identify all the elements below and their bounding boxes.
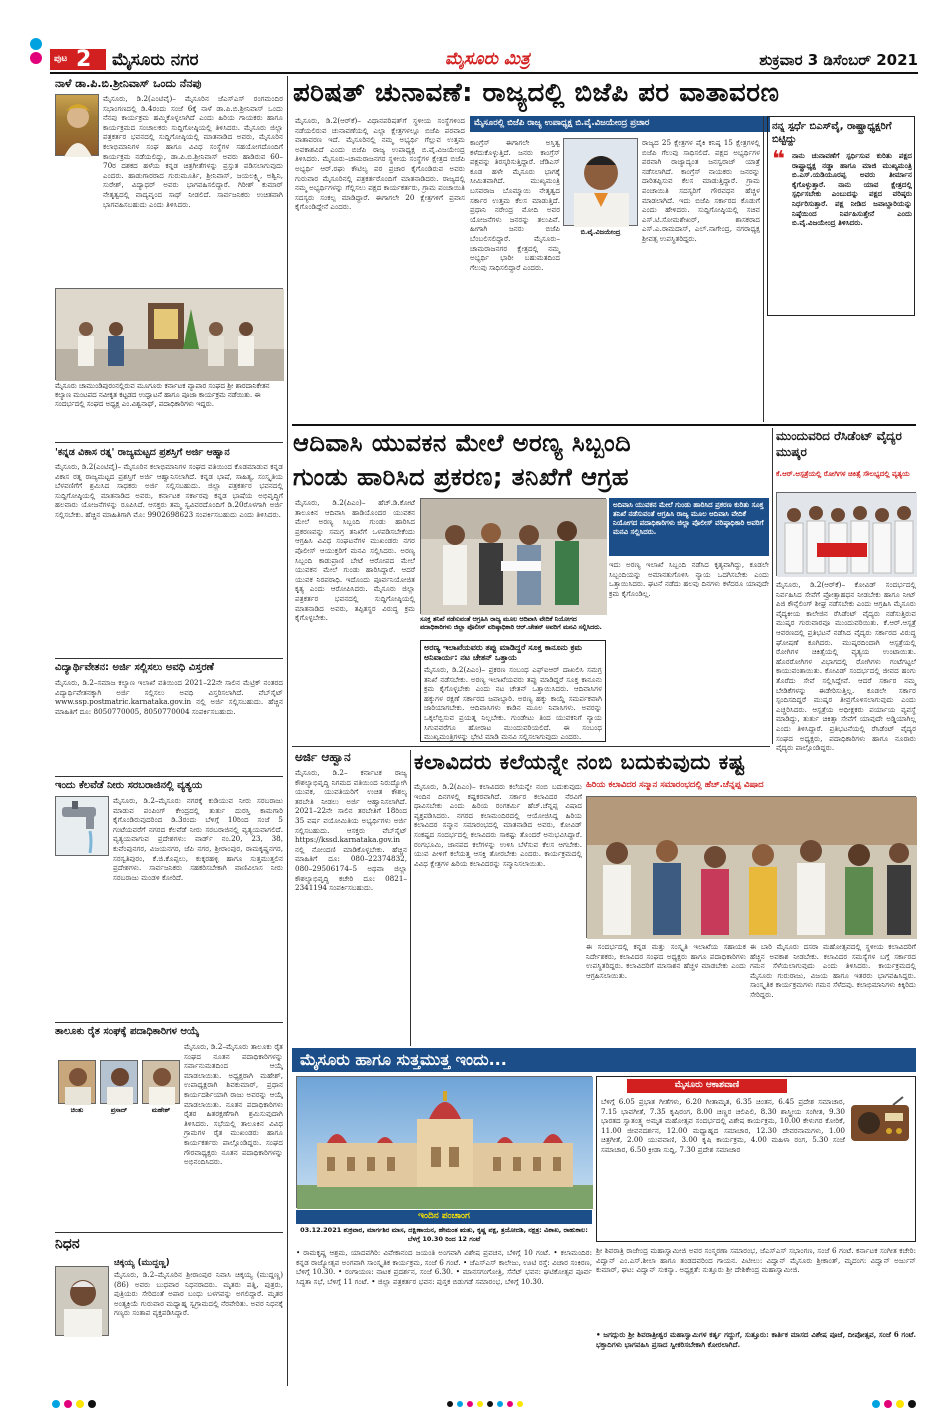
artists-body-b: ಈ ಸಂದರ್ಭದಲ್ಲಿ ಕನ್ನಡ ಮತ್ತು ಸಂಸ್ಕೃತಿ ಇಲಾಖೆಯ ಸಹಾಯಕ ನಿರ್ದೇಶಕರು, ಕಲಾವಿದರ ಸಂಘದ ಅಧ್ಯಕ್ಷರು ಹಾಗೂ ಪದಾಧಿಕಾರಿಗಳು ಉಪಸ್ಥಿತರಿದ್ದರು. ಕಲಾವಿದರಿಗೆ ಮಾಸಾಶನ ಹೆಚ್ಚಳ ಮಾಡಬೇಕು ಎಂದು ಆಗ್ರಹಿಸಲಾಯಿತು. <box>586 942 746 980</box>
obituary-body: ಮೈಸೂರು, ಡಿ.2–ಮೈಸೂರಿನ ಶ್ರೀರಾಂಪುರ ನಿವಾಸಿ ಚಿಕ್ಕಯ್ಯ (ಮುದ್ದಣ್ಣ) (86) ಅವರು ಬುಧವಾರ ನಿಧನರಾದರು. ಮೃತರು ಪತ್ನಿ, ಪುತ್ರರು, ಪುತ್ರಿಯರು ಸೇರಿದಂತೆ ಅಪಾರ ಬಂಧು ಬಳಗವನ್ನು ಅಗಲಿದ್ದಾರೆ. ಮೃತರ ಅಂತ್ಯಕ್ರಿಯೆ ಗುರುವಾರ ಮಧ್ಯಾಹ್ನ ಸ್ವಗ್ರಾಮದಲ್ಲಿ ನೆರವೇರಿತು. ಅವರ ನಿಧನಕ್ಕೆ ಗಣ್ಯರು ಸಂತಾಪ ವ್ಯಕ್ತಪಡಿಸಿದ್ದಾರೆ. <box>114 1270 283 1318</box>
color-bar <box>50 1394 918 1404</box>
issue-date: ಶುಕ್ರವಾರ 3 ಡಿಸೆಂಬರ್ 2021 <box>759 51 918 69</box>
adivasi-side-text: ಅದಿವಾಸಿ ಯುವಕನ ಮೇಲೆ ಗುಂಡು ಹಾರಿಸಿದ ಪ್ರಕರಣ ಕುರಿತು ಸೂಕ್ತ ತನಿಖೆ ನಡೆಸುವಂತೆ ಆಗ್ರಹಿಸಿ ರಾಜ್ಯ ಮೂಲ ಆದಿವಾಸಿ ವೇದಿಕೆ ನಿಯೋಗದ ಪದಾಧಿಕಾರಿಗಳು ಜಿಲ್ಲಾ ಪೊಲೀಸ್ ವರಿಷ್ಠಾಧಿಕಾರಿ ಅವರಿಗೆ ಮನವಿ ಸಲ್ಲಿಸಿದರು. <box>613 501 764 536</box>
artists-body-c: ಈ ಬಾರಿ ಮೈಸೂರು ದಸರಾ ಮಹೋತ್ಸವದಲ್ಲಿ ಸ್ಥಳೀಯ ಕಲಾವಿದರಿಗೆ ಹೆಚ್ಚಿನ ಅವಕಾಶ ನೀಡಬೇಕು. ಕಲಾವಿದರ ಸಮಸ್ಯೆಗಳ ಬಗ್ಗೆ ಸರ್ಕಾರದ ಗಮನ ಸೆಳೆಯಲಾಗುವುದು ಎಂದು ತಿಳಿಸಿದರು. ಕಾರ್ಯಕ್ರಮದಲ್ಲಿ ಮೈಸೂರು ಗುರುರಾಜು, ವಿಜಯ ಹಾಗೂ ಇತರರು ಭಾಗವಹಿಸಿದ್ದರು. ಸಾಂಸ್ಕೃತಿಕ ಕಾರ್ಯಕ್ರಮಗಳು ಗಮನ ಸೆಳೆದವು. ಕಲಾಭಿಮಾನಿಗಳು ಕಿಕ್ಕಿರಿದು ಸೇರಿದ್ದರು. <box>750 942 916 999</box>
scholar-title: ವಿದ್ಯಾರ್ಥಿವೇತನ: ಅರ್ಜಿ ಸಲ್ಲಿಸಲು ಅವಧಿ ವಿಸ್ತರಣೆ <box>55 662 214 673</box>
srinivas-title: ನಾಳೆ ಡಾ.ಪಿ.ಬಿ.ಶ್ರೀನಿವಾಸ್ ಒಂದು ನೆನಪು <box>55 77 202 90</box>
chamundi-event-photo <box>55 288 283 380</box>
adivasi-body-a: ಮೈಸೂರು, ಡಿ.2(ಪಿಎಂ)– ಹೆಚ್.ಡಿ.ಕೋಟೆ ತಾಲೂಕಿನ ಆದಿವಾಸಿ ಹಾಡಿಯೊಂದರ ಯುವಕನ ಮೇಲೆ ಅರಣ್ಯ ಸಿಬ್ಬಂದಿ ಗುಂಡು ಹಾರಿಸಿದ ಪ್ರಕರಣವನ್ನು ಸಮಗ್ರ ತನಿಖೆಗೆ ಒಳಪಡಿಸಬೇಕೆಂದು ಆಗ್ರಹಿಸಿ ವಿವಿಧ ಸಂಘಟನೆಗಳ ಮುಖಂಡರು ನಗರ ಪೊಲೀಸ್ ಆಯುಕ್ತರಿಗೆ ಮನವಿ ಸಲ್ಲಿಸಿದರು. ಅರಣ್ಯ ಸಿಬ್ಬಂದಿ ಕಾಡುಪ್ರಾಣಿ ಬೇಟೆ ಆರೋಪದ ಮೇಲೆ ಯುವಕನ ಮೇಲೆ ಗುಂಡು ಹಾರಿಸಿದ್ದಾರೆ. ಆದರೆ ಯುವಕ ನಿರಪರಾಧಿ. ಇದೊಂದು ಪೂರ್ವನಿಯೋಜಿತ ಕೃತ್ಯ ಎಂದು ಆರೋಪಿಸಿದರು. ಮೈಸೂರು ಜಿಲ್ಲಾ ಪತ್ರಕರ್ತರ ಭವನದಲ್ಲಿ ಸುದ್ದಿಗೋಷ್ಠಿಯಲ್ಲಿ ಮಾತನಾಡಿದ ಅವರು, ತಪ್ಪಿತಸ್ಥರ ವಿರುದ್ಧ ಕ್ರಮ ಕೈಗೊಳ್ಳಬೇಕು. <box>295 498 415 623</box>
adivasi-photo <box>420 498 606 614</box>
radio-title: ಮೈಸೂರು ಆಕಾಶವಾಣಿ <box>674 1080 740 1090</box>
vijayendra-photo <box>563 138 638 226</box>
page-number-box <box>50 49 106 70</box>
water-tap-photo <box>55 796 109 856</box>
taluk-body: ಮೈಸೂರು, ಡಿ.2–ಮೈಸೂರು ತಾಲೂಕು ರೈತ ಸಂಘದ ನೂತನ ಪದಾಧಿಕಾರಿಗಳನ್ನು ಸರ್ವಾನುಮತದಿಂದ ಆಯ್ಕೆ ಮಾಡಲಾಯಿತು. ಅಧ್ಯಕ್ಷರಾಗಿ ಮಹೇಶ್, ಉಪಾಧ್ಯಕ್ಷರಾಗಿ ಶಿವಕುಮಾರ್, ಪ್ರಧಾನ ಕಾರ್ಯದರ್ಶಿಯಾಗಿ ರಾಜು ಅವರನ್ನು ಆಯ್ಕೆ ಮಾಡಲಾಯಿತು. ನೂತನ ಪದಾಧಿಕಾರಿಗಳು ರೈತರ ಹಿತರಕ್ಷಣೆಗಾಗಿ ಶ್ರಮಿಸುವುದಾಗಿ ತಿಳಿಸಿದರು. ಸಭೆಯಲ್ಲಿ ತಾಲೂಕಿನ ವಿವಿಧ ಗ್ರಾಮಗಳ ರೈತ ಮುಖಂಡರು ಹಾಗೂ ಕಾರ್ಯಕರ್ತರು ಪಾಲ್ಗೊಂಡಿದ್ದರು. ಸಂಘದ ಗೌರವಾಧ್ಯಕ್ಷರು ನೂತನ ಪದಾಧಿಕಾರಿಗಳನ್ನು ಅಭಿನಂದಿಸಿದರು. <box>184 1042 283 1167</box>
side-title: ನನ್ನ ಸ್ಪರ್ಧೆ ಬಿಎಸ್‌ವೈ, ರಾಷ್ಟ್ರಾಧ್ಯಕ್ಷರಿಗೆ ಬಿಟ್ಟಿದ್ದು <box>772 121 892 145</box>
quote-icon: ❝ <box>772 147 785 172</box>
taluk-photo-3 <box>142 1060 180 1104</box>
scholar-body: ಮೈಸೂರು, ಡಿ.2–ಸಮಾಜ ಕಲ್ಯಾಣ ಇಲಾಖೆ ವತಿಯಿಂದ 2021–22ನೇ ಸಾಲಿನ ಮೆಟ್ರಿಕ್ ನಂತರದ ವಿದ್ಯಾರ್ಥಿವೇತನಕ್ಕಾಗಿ ಅರ್ಜಿ ಸಲ್ಲಿಸಲು ಅವಧಿ ವಿಸ್ತರಿಸಲಾಗಿದೆ. ವೆಬ್‌ಸೈಟ್ www.ssp.postmatric.karnataka.gov.in ನಲ್ಲಿ ಅರ್ಜಿ ಸಲ್ಲಿಸಬಹುದು. ಹೆಚ್ಚಿನ ಮಾಹಿತಿಗೆ ದೂ: 8050770005, 8050770004 ಸಂಪರ್ಕಿಸಬಹುದು. <box>55 678 283 716</box>
adivasi-body-c: ಇದು ಅರಣ್ಯ ಇಲಾಖೆ ಸಿಬ್ಬಂದಿ ನಡೆಸಿದ ಕೃತ್ಯವಾಗಿದ್ದು, ಕೂಡಲೇ ಸಿಬ್ಬಂದಿಯನ್ನು ಅಮಾನತುಗೊಳಿಸಿ ನ್ಯಾಯ ಒದಗಿಸಬೇಕು ಎಂದು ಒತ್ತಾಯಿಸಿದರು. ಘಟನೆ ನಡೆದು ಹಲವು ದಿನಗಳು ಕಳೆದರೂ ಯಾವುದೇ ಕ್ರಮ ಕೈಗೊಂಡಿಲ್ಲ. <box>609 560 769 598</box>
panchanga-title: ಇಂದಿನ ಪಂಚಾಂಗ <box>418 1211 470 1221</box>
award-title: 'ಕನ್ನಡ ವಿಕಾಸ ರತ್ನ' ರಾಜ್ಯಮಟ್ಟದ ಪ್ರಶಸ್ತಿಗೆ ಅರ್ಜಿ ಆಹ್ವಾನ <box>55 447 230 458</box>
left-rule-4 <box>55 1022 283 1023</box>
radio-box <box>596 1076 916 1242</box>
panchanga-bar <box>296 1210 592 1224</box>
artists-kicker: ಹಿರಿಯ ಕಲಾವಿದರ ಸನ್ಮಾನ ಸಮಾರಂಭದಲ್ಲಿ ಹೆಚ್.ಚೆನ್ನಪ್ಪ ವಿಷಾದ <box>586 780 764 790</box>
today-bottom-right-text: • ಜಗದ್ಗುರು ಶ್ರೀ ಶಿವರಾತ್ರೀಶ್ವರ ಮಹಾಸ್ವಾಮಿಗಳ ಕರ್ತೃ ಗದ್ದುಗೆ, ಸುತ್ತೂರು: ಕಾರ್ತಿಕ ಮಾಸದ ವಿಶೇಷ ಪೂಜೆ, ದೀಪೋತ್ಸವ, ಸಂಜೆ 6 ಗಂಟೆ. ಭಕ್ತಾದಿಗಳು ಭಾಗವಹಿಸಿ ಪ್ರಸಾದ ಸ್ವೀಕರಿಸಬೇಕಾಗಿ ಕೋರಲಾಗಿದೆ. <box>596 1330 916 1349</box>
resident-title: ಮುಂದುವರಿದ ರೆಸಿಡೆಂಟ್ ವೈದ್ಯರ ಮುಷ್ಕರ <box>776 429 902 459</box>
panchanga-text: 03.12.2021 ಶುಕ್ರವಾರ, ಮಾರ್ಗಶಿರ ಮಾಸ, ದಕ್ಷಿಣಾಯನ, ಹೇಮಂತ ಋತು, ಕೃಷ್ಣ ಪಕ್ಷ, ತ್ರಯೋದಶಿ, ನಕ್ಷತ್ರ: ವಿಶಾಖ, ರಾಹುಕಾಲ: ಬೆಳಗ್ಗೆ 10.30 ರಿಂದ 12 ಗಂಟೆ <box>300 1226 588 1243</box>
lead-side-divider <box>763 116 764 422</box>
radio-title-bar <box>627 1079 787 1093</box>
lead-headline: ಪರಿಷತ್ ಚುನಾವಣೆ: ರಾಜ್ಯದಲ್ಲಿ ಬಿಜೆಪಿ ಪರ ವಾತಾವರಣ <box>293 78 780 108</box>
arji-divider <box>410 750 411 1046</box>
taluk-name-1: ಚಿಂತು <box>70 1106 84 1114</box>
water-title: ಇಂದು ಕೆಲವೆಡೆ ನೀರು ಸರಬರಾಜಿನಲ್ಲಿ ವ್ಯತ್ಯಯ <box>55 780 203 791</box>
artists-body-a: ಮೈಸೂರು, ಡಿ.2(ಪಿಎಂ)– ಕಲಾವಿದರು ಕಲೆಯನ್ನೇ ನಂಬಿ ಬದುಕುವುದು ಇಂದಿನ ದಿನಗಳಲ್ಲಿ ಕಷ್ಟಕರವಾಗಿದೆ. ಸರ್ಕಾರ ಕಲಾವಿದರ ನೆರವಿಗೆ ಧಾವಿಸಬೇಕು ಎಂದು ಹಿರಿಯ ರಂಗಕರ್ಮಿ ಹೆಚ್.ಚೆನ್ನಪ್ಪ ವಿಷಾದ ವ್ಯಕ್ತಪಡಿಸಿದರು. ನಗರದ ಕಲಾಮಂದಿರದಲ್ಲಿ ಆಯೋಜಿಸಿದ್ದ ಹಿರಿಯ ಕಲಾವಿದರ ಸನ್ಮಾನ ಸಮಾರಂಭದಲ್ಲಿ ಮಾತನಾಡಿದ ಅವರು, ಕೋವಿಡ್ ಸಂಕಷ್ಟದ ಸಂದರ್ಭದಲ್ಲಿ ಕಲಾವಿದರು ಸಾಕಷ್ಟು ತೊಂದರೆ ಅನುಭವಿಸಿದ್ದಾರೆ. ರಂಗಭೂಮಿ, ಜಾನಪದ ಕಲೆಗಳನ್ನು ಉಳಿಸಿ ಬೆಳೆಸುವ ಕೆಲಸ ಆಗಬೇಕು. ಯುವ ಪೀಳಿಗೆ ಕಲೆಯತ್ತ ಆಸಕ್ತಿ ತೋರಬೇಕು ಎಂದರು. ಕಾರ್ಯಕ್ರಮದಲ್ಲಿ ವಿವಿಧ ಕ್ಷೇತ್ರಗಳ ಹಿರಿಯ ಕಲಾವಿದರನ್ನು ಸನ್ಮಾನಿಸಲಾಯಿತು. <box>414 782 582 868</box>
lead-body-b: ಕಾಂಗ್ರೆಸ್ ಈಗಾಗಲೇ ಅಸ್ತಿತ್ವ ಕಳೆದುಕೊಳ್ಳುತ್ತಿದೆ. ಜನರು ಕಾಂಗ್ರೆಸ್ ಪಕ್ಷವನ್ನು ತಿರಸ್ಕರಿಸುತ್ತಿದ್ದಾರೆ. ಜೆಡಿಎಸ್ ಕೂಡ ಹಳೇ ಮೈಸೂರು ಭಾಗಕ್ಕೆ ಸೀಮಿತವಾಗಿದೆ. ಮುಖ್ಯಮಂತ್ರಿ ಬಸವರಾಜ ಬೊಮ್ಮಾಯಿ ನೇತೃತ್ವದ ಸರ್ಕಾರ ಉತ್ತಮ ಕೆಲಸ ಮಾಡುತ್ತಿದೆ. ಪ್ರಧಾನಿ ನರೇಂದ್ರ ಮೋದಿ ಅವರ ಯೋಜನೆಗಳು ಜನರನ್ನು ತಲುಪಿವೆ. ಹೀಗಾಗಿ ಜನರು ಬಿಜೆಪಿ ಬೆಂಬಲಿಸಲಿದ್ದಾರೆ. ಮೈಸೂರು–ಚಾಮರಾಜನಗರ ಕ್ಷೇತ್ರದಲ್ಲಿ ನಮ್ಮ ಅಭ್ಯರ್ಥಿ ಭಾರೀ ಬಹುಮತದಿಂದ ಗೆಲುವು ಸಾಧಿಸಲಿದ್ದಾರೆ ಎಂದರು. <box>470 138 560 272</box>
adivasi-side-box <box>609 498 769 556</box>
taluk-name-3: ಮಹೇಶ್ <box>151 1106 171 1114</box>
srinivas-body-cont <box>55 162 283 282</box>
taluk-photo-2 <box>100 1060 138 1104</box>
masthead <box>50 49 918 71</box>
masthead-rule <box>50 72 918 74</box>
award-body: ಮೈಸೂರು, ಡಿ.2(ಎಂಟಿವೈ)– ಮೈಸೂರಿನ ಕಲಾಭಿಮಾನಿಗಳ ಸಂಘದ ವತಿಯಿಂದ ಕೊಡಮಾಡುವ ಕನ್ನಡ ವಿಕಾಸ ರತ್ನ ರಾಜ್ಯಮಟ್ಟದ ಪ್ರಶಸ್ತಿಗೆ ಅರ್ಜಿ ಆಹ್ವಾನಿಸಲಾಗಿದೆ. ಕನ್ನಡ ಭಾಷೆ, ಸಾಹಿತ್ಯ, ಸಂಸ್ಕೃತಿಯ ಬೆಳವಣಿಗೆಗೆ ಶ್ರಮಿಸಿದ ಸಾಧಕರು ಅರ್ಜಿ ಸಲ್ಲಿಸಬಹುದು. ಜಿಲ್ಲಾ ಪತ್ರಕರ್ತರ ಭವನದಲ್ಲಿ ಸುದ್ದಿಗೋಷ್ಠಿಯಲ್ಲಿ ಮಾತನಾಡಿದ ಅವರು, ಕರ್ನಾಟಕ ಸರ್ಕಾರವು ಕನ್ನಡ ಭಾಷೆಯ ಅಭಿವೃದ್ಧಿಗೆ ಹಲವಾರು ಯೋಜನೆಗಳನ್ನು ರೂಪಿಸಿದೆ. ಆಸಕ್ತರು ತಮ್ಮ ಸ್ವವಿವರದೊಂದಿಗೆ ಡಿ.20ರೊಳಗಾಗಿ ಅರ್ಜಿ ಸಲ್ಲಿಸಬೇಕು. ಹೆಚ್ಚಿನ ಮಾಹಿತಿಗಾಗಿ ಮೊ: 9902698623 ಸಂಪರ್ಕಿಸಬಹುದು ಎಂದು ತಿಳಿಸಿದರು. <box>55 462 283 519</box>
left-rule-2 <box>55 658 283 659</box>
vijayendra-caption: ಬಿ.ವೈ.ವಿಜಯೇಂದ್ರ <box>580 228 621 236</box>
water-body: ಮೈಸೂರು, ಡಿ.2–ಮೈಸೂರು ನಗರಕ್ಕೆ ಕುಡಿಯುವ ನೀರು ಸರಬರಾಜು ಮಾಡುವ ಪಂಪಿಂಗ್ ಕೇಂದ್ರದಲ್ಲಿ ತುರ್ತು ದುರಸ್ತಿ ಕಾಮಗಾರಿ ಕೈಗೊಂಡಿರುವುದರಿಂದ ಡಿ.3ರಂದು ಬೆಳಿಗ್ಗೆ 10ರಿಂದ ಸಂಜೆ 5 ಗಂಟೆಯವರೆಗೆ ನಗರದ ಕೆಲವೆಡೆ ನೀರು ಸರಬರಾಜಿನಲ್ಲಿ ವ್ಯತ್ಯಯವಾಗಲಿದೆ. ವ್ಯತ್ಯಯವಾಗುವ ಪ್ರದೇಶಗಳು: ವಾರ್ಡ್ ನಂ.20, 23, 38, ಕುವೆಂಪುನಗರ, ವಿಜಯನಗರ, ಜೆಪಿ ನಗರ, ಶ್ರೀರಾಂಪುರ, ರಾಮಕೃಷ್ಣನಗರ, ಸರಸ್ವತಿಪುರಂ, ಕೆ.ಜಿ.ಕೊಪ್ಪಲು, ಕುಕ್ಕರಹಳ್ಳಿ ಹಾಗೂ ಸುತ್ತಮುತ್ತಲಿನ ಪ್ರದೇಶಗಳು. ಸಾರ್ವಜನಿಕರು ಸಹಕರಿಸಬೇಕಾಗಿ ವಾಣಿವಿಲಾಸ ನೀರು ಸರಬರಾಜು ಮಂಡಳಿ ಕೋರಿದೆ. <box>113 796 283 882</box>
obituary-title: ನಿಧನ <box>55 1236 80 1252</box>
mysore-palace-photo <box>296 1076 592 1208</box>
lead-body-a: ಮೈಸೂರು, ಡಿ.2(ಆರ್‌ಕೆ)– ವಿಧಾನಪರಿಷತ್‌ಗೆ ಸ್ಥಳೀಯ ಸಂಸ್ಥೆಗಳಿಂದ ನಡೆಯಲಿರುವ ಚುನಾವಣೆಯಲ್ಲಿ ಎಲ್ಲಾ ಕ್ಷೇತ್ರಗಳಲ್ಲೂ ಬಿಜೆಪಿ ಪರವಾದ ವಾತಾವರಣ ಇದೆ. ಮೈಸೂರಿನಲ್ಲಿ ನಮ್ಮ ಅಭ್ಯರ್ಥಿ ಗೆಲ್ಲುವ ಉತ್ತಮ ಅವಕಾಶವಿದೆ ಎಂದು ಬಿಜೆಪಿ ರಾಜ್ಯ ಉಪಾಧ್ಯಕ್ಷ ಬಿ.ವೈ.ವಿಜಯೇಂದ್ರ ತಿಳಿಸಿದರು. ಮೈಸೂರು–ಚಾಮರಾಜನಗರ ಸ್ಥಳೀಯ ಸಂಸ್ಥೆಗಳ ಕ್ಷೇತ್ರದ ಬಿಜೆಪಿ ಅಭ್ಯರ್ಥಿ ಆರ್.ರಘು ಕೌಟಿಲ್ಯ ಪರ ಪ್ರಚಾರ ಕೈಗೊಂಡಿರುವ ಅವರು ಗುರುವಾರ ಮೈಸೂರಿನಲ್ಲಿ ಪತ್ರಕರ್ತರೊಂದಿಗೆ ಮಾತನಾಡಿದರು. ರಾಜ್ಯದಲ್ಲಿ ನಮ್ಮ ಅಭ್ಯರ್ಥಿಗಳನ್ನು ಗೆಲ್ಲಿಸಲು ಪಕ್ಷದ ಕಾರ್ಯಕರ್ತರು, ಗ್ರಾಮ ಪಂಚಾಯಿತಿ ಸದಸ್ಯರು ಸಂಕಲ್ಪ ಮಾಡಿದ್ದಾರೆ. ಈಗಾಗಲೇ 20 ಕ್ಷೇತ್ರಗಳಿಗೆ ಪ್ರವಾಸ ಕೈಗೊಂಡಿದ್ದೇನೆ ಎಂದರು. <box>295 116 465 212</box>
lead-rule <box>292 424 916 426</box>
arji-body: ಮೈಸೂರು, ಡಿ.2– ಕರ್ನಾಟಕ ರಾಜ್ಯ ಕೌಶಲ್ಯಾಭಿವೃದ್ಧಿ ನಿಗಮದ ವತಿಯಿಂದ ನಿರುದ್ಯೋಗಿ ಯುವಕ, ಯುವತಿಯರಿಗೆ ಉಚಿತ ಕೌಶಲ್ಯ ತರಬೇತಿ ನೀಡಲು ಅರ್ಜಿ ಆಹ್ವಾನಿಸಲಾಗಿದೆ. 2021–22ನೇ ಸಾಲಿನ ತರಬೇತಿಗೆ 18ರಿಂದ 35 ವರ್ಷ ವಯೋಮಿತಿಯ ಅಭ್ಯರ್ಥಿಗಳು ಅರ್ಜಿ ಸಲ್ಲಿಸಬಹುದು. ಆಸಕ್ತರು ವೆಬ್‌ಸೈಟ್ https://kssd.karnataka.gov.in ನಲ್ಲಿ ನೋಂದಣಿ ಮಾಡಿಕೊಳ್ಳಬೇಕು. ಹೆಚ್ಚಿನ ಮಾಹಿತಿಗೆ ದೂ: 080–22374832, 080–29506174–5 ಅಥವಾ ಜಿಲ್ಲಾ ಕೌಶಲ್ಯಾಭಿವೃದ್ಧಿ ಕಚೇರಿ ದೂ: 0821–2341194 ಸಂಪರ್ಕಿಸಬಹುದು. <box>295 768 407 893</box>
chetan-sub-body: ಮೈಸೂರು, ಡಿ.2(ಪಿಎಂ)– ಪ್ರಕರಣ ಸಂಬಂಧ ಎಫ್‌ಐಆರ್ ದಾಖಲಿಸಿ ಸಮಗ್ರ ತನಿಖೆ ನಡೆಸಬೇಕು. ಅರಣ್ಯ ಇಲಾಖೆಯವರು ತಪ್ಪು ಮಾಡಿದ್ದರೆ ಸೂಕ್ತ ಕಾನೂನು ಕ್ರಮ ಕೈಗೊಳ್ಳಬೇಕು ಎಂದು ನಟ ಚೇತನ್ ಒತ್ತಾಯಿಸಿದರು. ಆದಿವಾಸಿಗಳ ಹಕ್ಕುಗಳ ರಕ್ಷಣೆ ಸರ್ಕಾರದ ಜವಾಬ್ದಾರಿ. ಅರಣ್ಯ ಹಕ್ಕು ಕಾಯ್ದೆ ಸಮರ್ಪಕವಾಗಿ ಜಾರಿಯಾಗಬೇಕು. ಆದಿವಾಸಿಗಳು ಕಾಡಿನ ಮೂಲ ನಿವಾಸಿಗಳು. ಅವರನ್ನು ಒಕ್ಕಲೆಬ್ಬಿಸುವ ಪ್ರಯತ್ನ ನಿಲ್ಲಬೇಕು. ಗುಂಡೇಟು ತಿಂದ ಯುವಕನಿಗೆ ನ್ಯಾಯ ಸಿಗುವವರೆಗೂ ಹೋರಾಟ ಮುಂದುವರಿಯಲಿದೆ. ಈ ಸಂಬಂಧ ಮುಖ್ಯಮಂತ್ರಿಗಳನ್ನು ಭೇಟಿ ಮಾಡಿ ಮನವಿ ಸಲ್ಲಿಸಲಾಗುವುದು ಎಂದರು. <box>424 665 602 742</box>
obituary-name: ಚಿಕ್ಕಯ್ಯ (ಮುದ್ದಣ್ಣ) <box>114 1258 170 1268</box>
page-number: 2 <box>76 47 92 72</box>
srinivas-body: ಮೈಸೂರು, ಡಿ.2(ಎಂಟಿವೈ)– ಮೈಸೂರಿನ ಜೆಎಸ್‌ಎಸ್ ರಂಗಮಂದಿರ ಸಭಾಂಗಣದಲ್ಲಿ ಡಿ.4ರಂದು ಸಂಜೆ 6ಕ್ಕೆ ನಾಳೆ ಡಾ.ಪಿ.ಬಿ.ಶ್ರೀನಿವಾಸ್ ಒಂದು ನೆನಪು ಕಾರ್ಯಕ್ರಮ ಹಮ್ಮಿಕೊಳ್ಳಲಾಗಿದೆ ಎಂದು ಹಿರಿಯ ಗಾಯಕರು ಹಾಗೂ ಕಾರ್ಯಕ್ರಮದ ಸಂಚಾಲಕರು ಸುದ್ದಿಗೋಷ್ಠಿಯಲ್ಲಿ ತಿಳಿಸಿದರು. ಮೈಸೂರು ಜಿಲ್ಲಾ ಪತ್ರಕರ್ತರ ಭವನದಲ್ಲಿ ಸುದ್ದಿಗೋಷ್ಠಿಯಲ್ಲಿ ಮಾತನಾಡಿದ ಅವರು, ಮೈಸೂರಿನ ಕಲಾಭಿಮಾನಿಗಳ ಸಂಘ ಹಾಗೂ ವಿವಿಧ ಸಂಸ್ಥೆಗಳ ಸಹಯೋಗದೊಂದಿಗೆ ಕಾರ್ಯಕ್ರಮ ನಡೆಯಲಿದ್ದು, ಡಾ.ಪಿ.ಬಿ.ಶ್ರೀನಿವಾಸ್ ಅವರು ಹಾಡಿರುವ 60–70ರ ದಶಕದ ಹಳೆಯ ಕನ್ನಡ ಚಿತ್ರಗೀತೆಗಳನ್ನು ಪ್ರಸ್ತುತ ಪಡಿಸಲಾಗುವುದು ಎಂದರು. ಹಾಡುಗಾರರಾದ ಗುರುಮೂರ್ತಿ, ಶ್ರೀನಿವಾಸ್, ಜಯಲಕ್ಷ್ಮಿ, ಅಶ್ವಿನಿ, ಸುರೇಶ್, ವಿದ್ಯಾಧರ್ ಅವರು ಭಾಗವಹಿಸಲಿದ್ದಾರೆ. ಗಿರೀಶ್ ಕುಮಾರ್ ನೇತೃತ್ವದಲ್ಲಿ ವಾದ್ಯವೃಂದ ಸಾಥ್ ನೀಡಲಿದೆ. ಸಾರ್ವಜನಿಕರು ಉಚಿತವಾಗಿ ಭಾಗವಹಿಸಬಹುದು ಎಂದು ತಿಳಿಸಿದರು. <box>103 94 283 209</box>
radio-text: ಬೆಳಿಗ್ಗೆ 6.05 ಪ್ರಭಾತ ಗೀತೆಗಳು, 6.20 ಗೀತಾಮೃತ, 6.35 ಚಿಂತನ, 6.45 ಪ್ರದೇಶ ಸಮಾಚಾರ, 7.15 ಭಾವಗೀತೆ, 7.35 ಕೃಷಿರಂಗ, 8.00 ಚಿಣ್ಣರ ಚಿಲಿಪಿಲಿ, 8.30 ಶಾಸ್ತ್ರೀಯ ಸಂಗೀತ, 9.30 ಭಾರತದ ಸ್ವಾತಂತ್ರ್ಯ ಅಮೃತ ಮಹೋತ್ಸವ ಸಂದರ್ಭದಲ್ಲಿ ವಿಶೇಷ ಕಾರ್ಯಕ್ರಮ, 10.00 ಕೇಳುಗರ ಕೋರಿಕೆ, 11.00 ಜೀವನದರ್ಶನ, 12.00 ಮಧ್ಯಾಹ್ನದ ಸಮಾಚಾರ, 12.30 ದೇವರನಾಮಗಳು, 1.00 ಚಿತ್ರಗೀತೆ, 2.00 ಯುವವಾಣಿ, 3.00 ಕೃಷಿ ಕಾರ್ಯಕ್ರಮ, 4.00 ಮಹಿಳಾ ರಂಗ, 5.30 ಸಂಜೆ ಸಮಾಚಾರ, 6.50 ಕ್ರೀಡಾ ಸುದ್ದಿ, 7.30 ಪ್ರದೇಶ ಸಮಾಚಾರ <box>601 1097 845 1154</box>
adivasi-rule <box>292 746 770 747</box>
singer-photo <box>55 94 99 156</box>
resident-protest-photo <box>776 492 916 576</box>
events-text: • ರಾಮಕೃಷ್ಣ ಆಶ್ರಮ, ಯಾದವಗಿರಿ: ವಿವೇಕಾನಂದ ಜಯಂತಿ ಅಂಗವಾಗಿ ವಿಶೇಷ ಪ್ರವಚನ, ಬೆಳಿಗ್ಗೆ 10 ಗಂಟೆ. • ಕಲಾಮಂದಿರ: ಕನ್ನಡ ರಾಜ್ಯೋತ್ಸವ ಅಂಗವಾಗಿ ಸಾಂಸ್ಕೃತಿಕ ಕಾರ್ಯಕ್ರಮ, ಸಂಜೆ 6 ಗಂಟೆ. • ಜೆಎಸ್‌ಎಸ್ ಕಾಲೇಜು, ಊಟಿ ರಸ್ತೆ: ವಿಚಾರ ಸಂಕಿರಣ, ಬೆಳಿಗ್ಗೆ 10.30. • ರಂಗಾಯಣ: ನಾಟಕ ಪ್ರದರ್ಶನ, ಸಂಜೆ 6.30. • ಮಾನಸಗಂಗೋತ್ರಿ, ಸೆನೆಟ್ ಭವನ: ಘಟಿಕೋತ್ಸವ ಪೂರ್ವ ಸಿದ್ಧತಾ ಸಭೆ, ಬೆಳಿಗ್ಗೆ 11 ಗಂಟೆ. • ಜಿಲ್ಲಾ ಪತ್ರಕರ್ತರ ಭವನ: ಪುಸ್ತಕ ಬಿಡುಗಡೆ ಸಮಾರಂಭ, ಬೆಳಿಗ್ಗೆ 10.30. <box>296 1248 592 1286</box>
today-banner <box>292 1048 916 1072</box>
taluk-photo-1 <box>58 1060 96 1104</box>
taluk-title: ತಾಲೂಕು ರೈತ ಸಂಘಕ್ಕೆ ಪದಾಧಿಕಾರಿಗಳ ಆಯ್ಕೆ <box>55 1026 200 1037</box>
adivasi-photo-caption: ಸೂಕ್ತ ತನಿಖೆ ನಡೆಸುವಂತೆ ಆಗ್ರಹಿಸಿ ರಾಜ್ಯ ಮೂಲ ಆದಿವಾಸಿ ವೇದಿಕೆ ನಿಯೋಗದ ಪದಾಧಿಕಾರಿಗಳು ಜಿಲ್ಲಾ ಪೊಲೀಸ್ ವರಿಷ್ಠಾಧಿಕಾರಿ ಆರ್.ಚೇತನ್ ಅವರಿಗೆ ಮನವಿ ಸಲ್ಲಿಸಿದರು. <box>420 616 602 631</box>
chetan-sub-box <box>420 640 606 742</box>
left-rule-5 <box>55 1232 283 1233</box>
chetan-sub-title: ಅರಣ್ಯ ಇಲಾಖೆಯವರು ತಪ್ಪು ಮಾಡಿದ್ದರೆ ಸೂಕ್ತ ಕಾನೂನು ಕ್ರಮ ಅನಿವಾರ್ಯ: ನಟ ಚೇತನ್ ಒತ್ತಾಯ <box>424 643 582 662</box>
left-rule-1 <box>55 442 283 443</box>
adivasi-headline-2: ಗುಂಡು ಹಾರಿಸಿದ ಪ್ರಕರಣ; ತನಿಖೆಗೆ ಆಗ್ರಹ <box>293 463 630 491</box>
today-right-text: ಶ್ರೀ ಶಿವರಾತ್ರಿ ರಾಜೇಂದ್ರ ಮಹಾಸ್ವಾಮೀಜಿ ಅವರ ಸಂಸ್ಮರಣಾ ಸಮಾರಂಭ, ಜೆಎಸ್‌ಎಸ್ ಸಭಾಂಗಣ, ಸಂಜೆ 6 ಗಂಟೆ. ಕರ್ನಾಟಕ ಸಂಗೀತ ಕಚೇರಿ: ವಿದ್ವಾನ್ ಎಂ.ಎಸ್.ಶೀಲಾ ಹಾಗೂ ತಂಡದವರಿಂದ ಗಾಯನ. ಪಿಟೀಲು: ವಿದ್ವಾನ್ ಮೈಸೂರು ಶ್ರೀಕಾಂತ್, ಮೃದಂಗ: ವಿದ್ವಾನ್ ಅರ್ಜುನ್ ಕುಮಾರ್, ಘಟ: ವಿದ್ವಾನ್ ಸುಕನ್ಯಾ. ಅಧ್ಯಕ್ಷತೆ: ಸುತ್ತೂರು ಶ್ರೀ ದೇಶಿಕೇಂದ್ರ ಮಹಾಸ್ವಾಮೀಜಿ. <box>596 1246 916 1275</box>
registration-mark-cyan <box>30 38 42 50</box>
adivasi-resident-divider <box>772 428 773 744</box>
left-rule-3 <box>55 776 283 777</box>
artists-felicitation-photo <box>586 796 916 938</box>
side-body: ನಾನು ಚುನಾವಣೆಗೆ ಸ್ಪರ್ಧಿಸುವ ಕುರಿತು ಪಕ್ಷದ ರಾಷ್ಟ್ರಾಧ್ಯಕ್ಷ ನಡ್ಡಾ ಹಾಗೂ ಮಾಜಿ ಮುಖ್ಯಮಂತ್ರಿ ಬಿ.ಎಸ್.ಯಡಿಯೂರಪ್ಪ ಅವರು ತೀರ್ಮಾನ ಕೈಗೊಳ್ಳುತ್ತಾರೆ. ನಾನು ಯಾವ ಕ್ಷೇತ್ರದಲ್ಲಿ ಸ್ಪರ್ಧಿಸಬೇಕು ಎಂಬುದನ್ನು ಪಕ್ಷದ ವರಿಷ್ಠರು ನಿರ್ಧರಿಸುತ್ತಾರೆ. ಪಕ್ಷ ನೀಡಿದ ಜವಾಬ್ದಾರಿಯನ್ನು ನಿಷ್ಠೆಯಿಂದ ನಿರ್ವಹಿಸುತ್ತೇನೆ ಎಂದು ಬಿ.ವೈ.ವಿಜಯೇಂದ್ರ ತಿಳಿಸಿದರು. <box>792 151 912 228</box>
section-name: ಮೈಸೂರು ನಗರ <box>112 50 199 70</box>
today-banner-text: ಮೈಸೂರು ಹಾಗೂ ಸುತ್ತಮುತ್ತ ಇಂದು... <box>300 1050 507 1069</box>
lead-body-c: ರಾಜ್ಯದ 25 ಕ್ಷೇತ್ರಗಳ ಪೈಕಿ ಕನಿಷ್ಠ 15 ಕ್ಷೇತ್ರಗಳಲ್ಲಿ ಬಿಜೆಪಿ ಗೆಲುವು ಸಾಧಿಸಲಿದೆ. ಪಕ್ಷದ ಅಭ್ಯರ್ಥಿಗಳ ಪರವಾಗಿ ರಾಜ್ಯಾದ್ಯಂತ ಜನಸ್ವರಾಜ್ ಯಾತ್ರೆ ನಡೆಸಲಾಗಿದೆ. ಕಾಂಗ್ರೆಸ್ ನಾಯಕರು ಜನರನ್ನು ದಾರಿತಪ್ಪಿಸುವ ಕೆಲಸ ಮಾಡುತ್ತಿದ್ದಾರೆ. ಗ್ರಾಮ ಪಂಚಾಯಿತಿ ಸದಸ್ಯರಿಗೆ ಗೌರವಧನ ಹೆಚ್ಚಳ ಮಾಡಲಾಗಿದೆ. ಇದು ಬಿಜೆಪಿ ಸರ್ಕಾರದ ಕೊಡುಗೆ ಎಂದು ಹೇಳಿದರು. ಸುದ್ದಿಗೋಷ್ಠಿಯಲ್ಲಿ ಸಚಿವ ಎಸ್.ಟಿ.ಸೋಮಶೇಖರ್, ಶಾಸಕರಾದ ಎಸ್.ಎ.ರಾಮದಾಸ್, ಎಲ್.ನಾಗೇಂದ್ರ, ನಗರಾಧ್ಯಕ್ಷ ಶ್ರೀವತ್ಸ ಉಪಸ್ಥಿತರಿದ್ದರು. <box>642 138 760 243</box>
lead-kicker-box <box>470 116 770 132</box>
chamundi-caption: ಮೈಸೂರು ಚಾಮುಂಡಿಪುರಂನಲ್ಲಿರುವ ಮೂಗೂರು ಕರ್ನಾಟಕ ವ್ಯಾಪಾರ ಸಂಘದ ಶ್ರೀ ಶಾರದಾನಿಕೇತನ ಕಲ್ಯಾಣ ಮಂಟಪದ ನವೀಕೃತ ಕಟ್ಟಡದ ಉದ್ಘಾಟನೆ ಹಾಗೂ ಪೂಜಾ ಕಾರ್ಯಕ್ರಮ ನಡೆಯಿತು. ಈ ಸಂದರ್ಭದಲ್ಲಿ ಸಂಘದ ಅಧ್ಯಕ್ಷ ಎಂ.ವಿಶ್ವನಾಥ್, ಪದಾಧಿಕಾರಿಗಳು ಇದ್ದರು. <box>55 382 270 408</box>
registration-mark-magenta <box>30 52 42 64</box>
left-column-divider <box>287 76 288 1386</box>
adivasi-headline-1: ಆದಿವಾಸಿ ಯುವಕನ ಮೇಲೆ ಅರಣ್ಯ ಸಿಬ್ಬಂದಿ <box>293 429 632 457</box>
arji-title: ಅರ್ಜಿ ಆಹ್ವಾನ <box>295 750 351 764</box>
radio-icon <box>849 1097 911 1145</box>
resident-body: ಮೈಸೂರು, ಡಿ.2(ಆರ್‌ಕೆ)– ಕೋವಿಡ್ ಸಂದರ್ಭದಲ್ಲಿ ನಿರ್ವಹಿಸಿದ ಸೇವೆಗೆ ಪ್ರೋತ್ಸಾಹಧನ ನೀಡಬೇಕು ಹಾಗೂ ನೀಟ್ ಪಿಜಿ ಕೌನ್ಸೆಲಿಂಗ್ ಶೀಘ್ರ ನಡೆಸಬೇಕು ಎಂದು ಆಗ್ರಹಿಸಿ ಮೈಸೂರು ವೈದ್ಯಕೀಯ ಕಾಲೇಜಿನ ರೆಸಿಡೆಂಟ್ ವೈದ್ಯರು ನಡೆಸುತ್ತಿರುವ ಮುಷ್ಕರ ಗುರುವಾರವೂ ಮುಂದುವರಿಯಿತು. ಕೆ.ಆರ್.ಆಸ್ಪತ್ರೆ ಆವರಣದಲ್ಲಿ ಪ್ರತಿಭಟನೆ ನಡೆಸಿದ ವೈದ್ಯರು ಸರ್ಕಾರದ ವಿರುದ್ಧ ಘೋಷಣೆ ಕೂಗಿದರು. ಮುಷ್ಕರದಿಂದಾಗಿ ಆಸ್ಪತ್ರೆಯಲ್ಲಿ ರೋಗಿಗಳ ಚಿಕಿತ್ಸೆಯಲ್ಲಿ ವ್ಯತ್ಯಯ ಉಂಟಾಯಿತು. ಹೊರರೋಗಿಗಳ ವಿಭಾಗದಲ್ಲಿ ರೋಗಿಗಳು ಗಂಟೆಗಟ್ಟಲೆ ಕಾಯುವಂತಾಯಿತು. ಕೋವಿಡ್ ಸಂದರ್ಭದಲ್ಲಿ ಜೀವದ ಹಂಗು ತೊರೆದು ಸೇವೆ ಸಲ್ಲಿಸಿದ್ದೇವೆ. ಆದರೆ ಸರ್ಕಾರ ನಮ್ಮ ಬೇಡಿಕೆಗಳನ್ನು ಈಡೇರಿಸುತ್ತಿಲ್ಲ. ಕೂಡಲೇ ಸರ್ಕಾರ ಸ್ಪಂದಿಸದಿದ್ದರೆ ಮುಷ್ಕರ ತೀವ್ರಗೊಳಿಸಲಾಗುವುದು ಎಂದು ಎಚ್ಚರಿಸಿದರು. ಆಸ್ಪತ್ರೆಯ ಅಧೀಕ್ಷಕರು ಪರ್ಯಾಯ ವ್ಯವಸ್ಥೆ ಮಾಡಿದ್ದು, ತುರ್ತು ಚಿಕಿತ್ಸಾ ಸೇವೆಗೆ ಯಾವುದೇ ಅಡ್ಡಿಯಾಗಿಲ್ಲ ಎಂದು ತಿಳಿಸಿದ್ದಾರೆ. ಪ್ರತಿಭಟನೆಯಲ್ಲಿ ರೆಸಿಡೆಂಟ್ ವೈದ್ಯರ ಸಂಘದ ಅಧ್ಯಕ್ಷರು, ಪದಾಧಿಕಾರಿಗಳು ಹಾಗೂ ನೂರಾರು ವೈದ್ಯರು ಪಾಲ್ಗೊಂಡಿದ್ದರು. <box>776 580 916 753</box>
obituary-photo <box>55 1266 109 1336</box>
artists-headline: ಕಲಾವಿದರು ಕಲೆಯನ್ನೇ ನಂಬಿ ಬದುಕುವುದು ಕಷ್ಟ <box>414 750 746 774</box>
resident-kicker: ಕೆ.ಆರ್.ಆಸ್ಪತ್ರೆಯಲ್ಲಿ ರೋಗಿಗಳ ಚಿಕಿತ್ಸೆ ಸೌಲಭ್ಯದಲ್ಲಿ ವ್ಯತ್ಯಯ <box>776 470 910 478</box>
taluk-name-2: ಪ್ರಸಾದ್ <box>110 1106 128 1114</box>
lead-kicker: ಮೈಸೂರಲ್ಲಿ ಬಿಜೆಪಿ ರಾಜ್ಯ ಉಪಾಧ್ಯಕ್ಷ ಬಿ.ವೈ.ವಿಜಯೇಂದ್ರ ಪ್ರಚಾರ <box>474 118 650 128</box>
page-label: ಪುಟ <box>54 54 68 64</box>
vijayendra-side-box <box>767 116 915 316</box>
paper-name: ಮೈಸೂರು ಮಿತ್ರ <box>445 49 530 69</box>
